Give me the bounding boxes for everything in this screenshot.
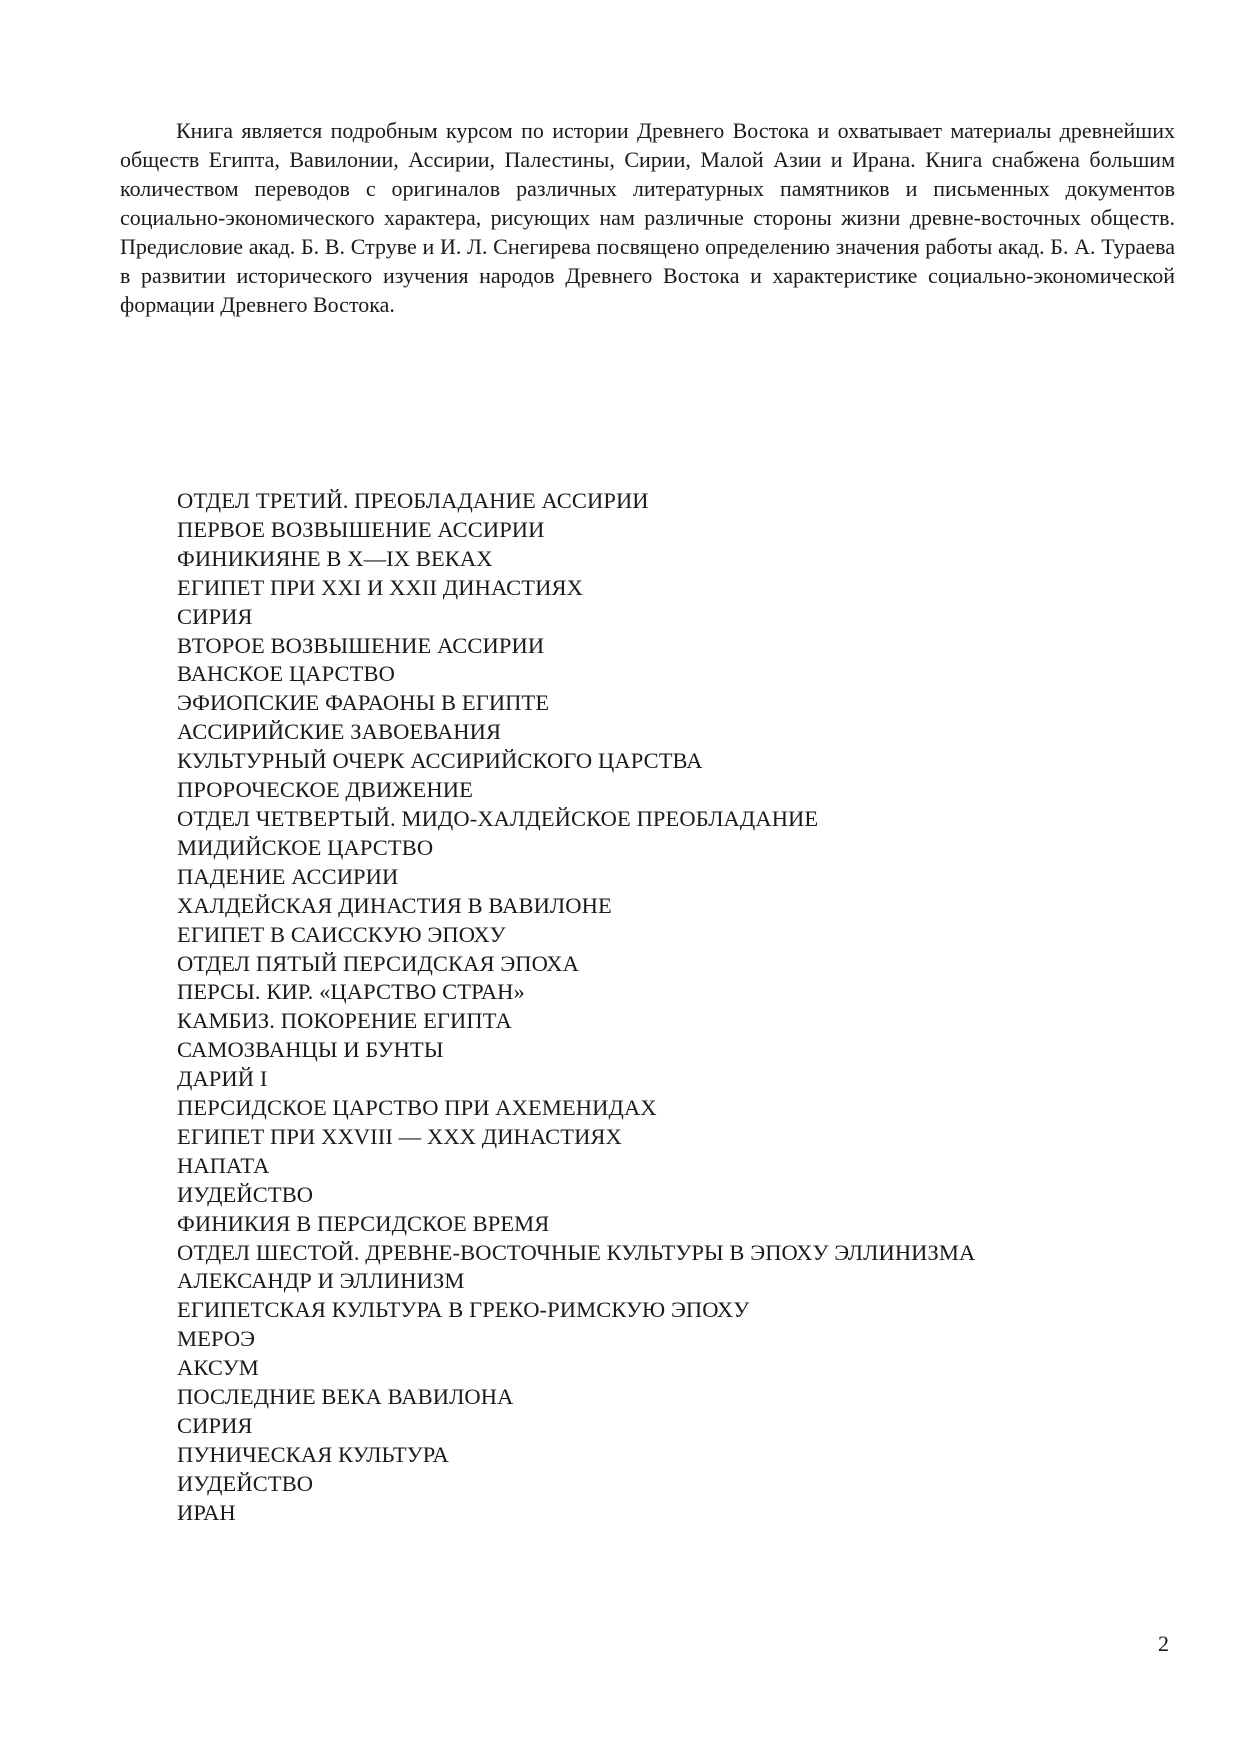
toc-item: ПУНИЧЕСКАЯ КУЛЬТУРА — [177, 1441, 449, 1467]
toc-item: АЛЕКСАНДР И ЭЛЛИНИЗМ — [177, 1268, 465, 1294]
toc-item: ЕГИПЕТ В САИССКУЮ ЭПОХУ — [177, 921, 506, 947]
toc-item: ИУДЕЙСТВО — [177, 1470, 314, 1496]
toc-item: АКСУМ — [177, 1355, 259, 1381]
toc-item: ВАНСКОЕ ЦАРСТВО — [177, 661, 395, 687]
page-number: 2 — [1158, 1631, 1169, 1656]
toc-item: ПОСЛЕДНИЕ ВЕКА ВАВИЛОНА — [177, 1384, 514, 1410]
toc-item: ХАЛДЕЙСКАЯ ДИНАСТИЯ В ВАВИЛОНЕ — [177, 892, 612, 918]
toc-item: НАПАТА — [177, 1152, 270, 1178]
toc-item: САМОЗВАНЦЫ И БУНТЫ — [177, 1037, 444, 1063]
toc-item: СИРИЯ — [177, 603, 253, 629]
toc-item: МЕРОЭ — [177, 1326, 256, 1352]
toc-item: КУЛЬТУРНЫЙ ОЧЕРК АССИРИЙСКОГО ЦАРСТВА — [177, 748, 703, 774]
toc-item: ДАРИЙ I — [177, 1066, 268, 1092]
toc-item: ОТДЕЛ ПЯТЫЙ ПЕРСИДСКАЯ ЭПОХА — [177, 950, 579, 976]
toc-item: ЕГИПЕТ ПРИ XXVIII — XXX ДИНАСТИЯХ — [177, 1123, 622, 1149]
toc-item: ИУДЕЙСТВО — [177, 1181, 314, 1207]
toc-item: ПЕРВОЕ ВОЗВЫШЕНИЕ АССИРИИ — [177, 516, 545, 542]
toc-item: ФИНИКИЯНЕ В X—IX ВЕКАХ — [177, 545, 493, 571]
toc-item: МИДИЙСКОЕ ЦАРСТВО — [177, 834, 434, 860]
toc-item: ЭФИОПСКИЕ ФАРАОНЫ В ЕГИПТЕ — [177, 690, 550, 716]
toc-item: ФИНИКИЯ В ПЕРСИДСКОЕ ВРЕМЯ — [177, 1210, 550, 1236]
toc-item: АССИРИЙСКИЕ ЗАВОЕВАНИЯ — [177, 719, 502, 745]
toc-item: ПАДЕНИЕ АССИРИИ — [177, 863, 399, 889]
annotation-paragraph: Книга является подробным курсом по истории Древнего Востока и охватывает материалы древнейших обществ Египта, Вавилонии, Ассирии, Палестины, Сирии, Малой Азии и Ирана. Книга снабжена большим количеством переводов с оригиналов различных литературных памятников и письменных документов социально-экономического характера, рисующих нам различные стороны жизни древне-восточных обществ. Предисловие акад. Б. В. Струве и И. Л. Снегирева посвящено определению значения работы акад. Б. А. Тураева в развитии исторического изучения народов Древнего Востока и характеристике социально-экономической формации Древнего Востока. — [120, 118, 1175, 317]
toc-item: ИРАН — [177, 1499, 236, 1525]
toc-item: ОТДЕЛ ШЕСТОЙ. ДРЕВНЕ-ВОСТОЧНЫЕ КУЛЬТУРЫ В ЭПОХУ ЭЛЛИНИЗМА — [177, 1239, 976, 1265]
toc-item: ВТОРОЕ ВОЗВЫШЕНИЕ АССИРИИ — [177, 632, 545, 658]
toc-item: ПЕРСИДСКОЕ ЦАРСТВО ПРИ АХЕМЕНИДАХ — [177, 1095, 657, 1121]
toc-item: ПРОРОЧЕСКОЕ ДВИЖЕНИЕ — [177, 777, 473, 803]
toc-item: СИРИЯ — [177, 1413, 253, 1438]
toc-item: ЕГИПЕТСКАЯ КУЛЬТУРА В ГРЕКО-РИМСКУЮ ЭПОХУ — [177, 1297, 750, 1323]
toc-item: ОТДЕЛ ТРЕТИЙ. ПРЕОБЛАДАНИЕ АССИРИИ — [177, 488, 649, 513]
toc-item: КАМБИЗ. ПОКОРЕНИЕ ЕГИПТА — [177, 1008, 512, 1034]
toc-item: ПЕРСЫ. КИР. «ЦАРСТВО СТРАН» — [177, 979, 525, 1005]
table-of-contents — [177, 487, 975, 1528]
toc-item: ЕГИПЕТ ПРИ XXI И XXII ДИНАСТИЯХ — [177, 574, 583, 600]
toc-item: ОТДЕЛ ЧЕТВЕРТЫЙ. МИДО-ХАЛДЕЙСКОЕ ПРЕОБЛАДАНИЕ — [177, 805, 819, 831]
